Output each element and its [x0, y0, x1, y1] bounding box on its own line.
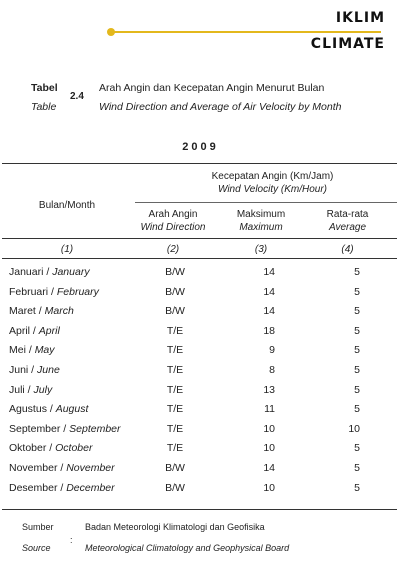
direction-cell: T/E	[166, 324, 184, 337]
max-cell: 13	[263, 383, 275, 396]
month-cell: April / April	[9, 324, 60, 337]
header-bottom-rule	[2, 238, 397, 239]
col-header-direction-en: Wind Direction	[140, 222, 206, 233]
table-title-id: Arah Angin dan Kecepatan Angin Menurut Bulan	[99, 82, 325, 94]
avg-cell: 5	[354, 442, 360, 455]
avg-cell: 10	[348, 422, 360, 435]
table-row	[0, 360, 401, 380]
col-group-velocity-id: Kecepatan Angin (Km/Jam)	[211, 171, 334, 182]
month-cell: Juni / June	[9, 363, 60, 376]
max-cell: 11	[264, 403, 275, 416]
col-num-4: (4)	[341, 244, 354, 255]
source-label-id: Sumber	[22, 522, 54, 532]
month-cell: Juli / July	[9, 383, 53, 396]
table-bottom-rule	[2, 509, 397, 510]
direction-cell: B/W	[165, 461, 185, 474]
avg-cell: 5	[354, 383, 360, 396]
table-row	[0, 399, 401, 419]
table-row	[0, 282, 401, 302]
max-cell: 8	[269, 363, 275, 376]
month-cell: Mei / May	[9, 344, 55, 357]
table-body	[0, 262, 401, 497]
table-row	[0, 419, 401, 439]
month-cell: Februari / February	[9, 285, 99, 298]
numbers-bottom-rule	[2, 258, 397, 259]
avg-cell: 5	[354, 285, 360, 298]
avg-cell: 5	[354, 305, 360, 318]
header-title-en: CLIMATE	[310, 36, 385, 52]
month-cell: Oktober / October	[9, 442, 93, 455]
max-cell: 9	[269, 344, 275, 357]
max-cell: 14	[263, 305, 275, 318]
month-cell: Agustus / August	[9, 403, 89, 416]
direction-cell: T/E	[166, 363, 184, 376]
max-cell: 10	[263, 422, 275, 435]
avg-cell: 5	[354, 324, 360, 337]
max-cell: 10	[263, 442, 275, 455]
avg-cell: 5	[354, 344, 360, 357]
col-num-2: (2)	[166, 244, 180, 255]
table-year: 2009	[182, 141, 219, 153]
col-header-avg-id: Rata-rata	[326, 209, 369, 220]
avg-cell: 5	[354, 403, 360, 416]
header-accent-line	[113, 31, 381, 33]
month-cell: September / September	[9, 422, 121, 435]
table-row	[0, 380, 401, 400]
month-cell: Maret / March	[9, 305, 74, 318]
table-label-id: Tabel	[31, 82, 58, 94]
col-header-month: Bulan/Month	[38, 200, 96, 211]
header-title-id: IKLIM	[335, 10, 385, 26]
col-header-direction-id: Arah Angin	[148, 209, 198, 220]
table-row	[0, 458, 401, 478]
table-row	[0, 321, 401, 341]
direction-cell: B/W	[165, 305, 185, 318]
source-separator: :	[70, 535, 73, 545]
direction-cell: B/W	[165, 481, 185, 494]
month-cell: Desember / December	[9, 481, 115, 494]
avg-cell: 5	[354, 481, 360, 494]
max-cell: 10	[263, 481, 275, 494]
col-group-rule	[135, 202, 397, 203]
direction-cell: T/E	[166, 344, 184, 357]
avg-cell: 5	[354, 461, 360, 474]
table-row	[0, 301, 401, 321]
direction-cell: B/W	[165, 285, 185, 298]
max-cell: 14	[263, 285, 275, 298]
source-value-en: Meteorological Climatology and Geophysical Board	[85, 543, 290, 553]
max-cell: 18	[263, 324, 275, 337]
table-row	[0, 262, 401, 282]
col-header-avg-en: Average	[328, 222, 367, 233]
table-row	[0, 438, 401, 458]
avg-cell: 5	[354, 266, 360, 278]
direction-cell: T/E	[166, 383, 184, 396]
avg-cell: 5	[354, 363, 360, 376]
month-cell: November / November	[9, 461, 115, 474]
col-num-3: (3)	[254, 244, 268, 255]
direction-cell: B/W	[165, 266, 185, 278]
table-number: 2.4	[70, 91, 84, 102]
table-row	[0, 340, 401, 360]
max-cell: 14	[263, 266, 275, 278]
table-top-rule	[2, 163, 397, 164]
direction-cell: T/E	[166, 403, 184, 416]
table-title-en: Wind Direction and Average of Air Velocity by Month	[99, 101, 342, 113]
source-label-en: Source	[22, 543, 51, 553]
direction-cell: T/E	[166, 442, 184, 455]
table-row	[0, 478, 401, 498]
col-header-max-id: Maksimum	[236, 209, 286, 220]
month-cell: Januari / January	[9, 266, 90, 278]
source-value-id: Badan Meteorologi Klimatologi dan Geofisika	[85, 522, 265, 532]
col-header-max-en: Maximum	[239, 222, 283, 233]
col-group-velocity-en: Wind Velocity (Km/Hour)	[217, 184, 327, 195]
table-label-en: Table	[31, 101, 57, 113]
col-num-1: (1)	[60, 244, 74, 255]
max-cell: 14	[263, 461, 275, 474]
direction-cell: T/E	[166, 422, 184, 435]
